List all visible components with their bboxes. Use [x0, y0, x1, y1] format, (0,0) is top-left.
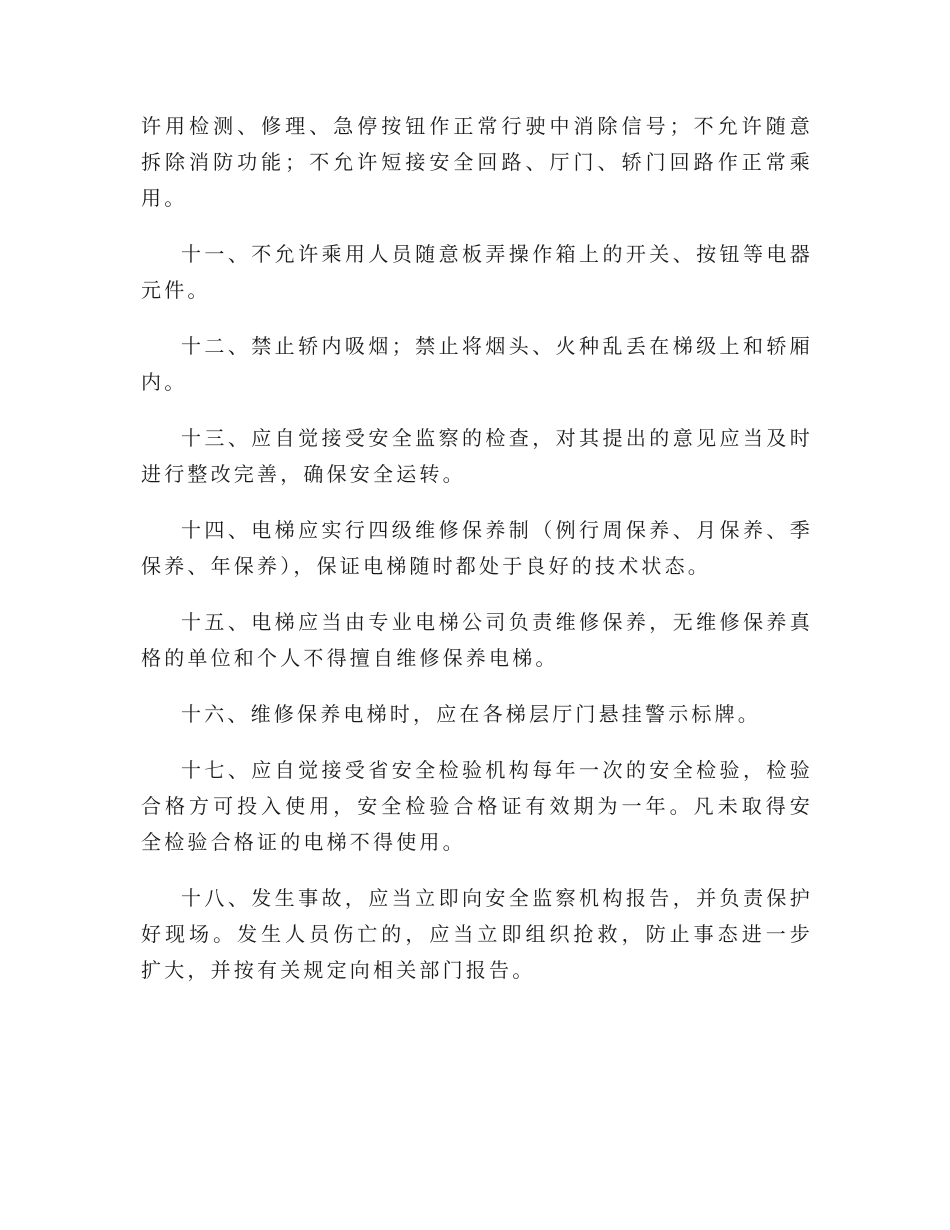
paragraph-item-14: 十四、电梯应实行四级维修保养制（例行周保养、月保养、季保养、年保养），保证电梯随时都处于良好的技术状态。	[141, 518, 813, 578]
paragraph-item-13: 十三、应自觉接受安全监察的检查，对其提出的意见应当及时进行整改完善，确保安全运转。	[141, 426, 813, 486]
paragraph-item-16: 十六、维修保养电梯时，应在各梯层厅门悬挂警示标牌。	[181, 702, 761, 726]
paragraph-item-15: 十五、电梯应当由专业电梯公司负责维修保养，无维修保养真格的单位和个人不得擅自维修保养电梯。	[141, 610, 813, 670]
document-body	[141, 108, 813, 1008]
paragraph-item-17: 十七、应自觉接受省安全检验机构每年一次的安全检验，检验合格方可投入使用，安全检验合格证有效期为一年。凡未取得安全检验合格证的电梯不得使用。	[141, 758, 813, 854]
paragraph-item-18: 十八、发生事故，应当立即向安全监察机构报告，并负责保护好现场。发生人员伤亡的，应当立即组织抢救，防止事态进一步扩大，并按有关规定向相关部门报告。	[141, 886, 813, 982]
paragraph-continued: 许用检测、修理、急停按钮作正常行驶中消除信号；不允许随意拆除消防功能；不允许短接安全回路、厅门、轿门回路作正常乘用。	[141, 114, 813, 210]
paragraph-item-11: 十一、不允许乘用人员随意板弄操作箱上的开关、按钮等电器元件。	[141, 242, 813, 302]
paragraph-item-12: 十二、禁止轿内吸烟；禁止将烟头、火种乱丢在梯级上和轿厢内。	[141, 334, 813, 394]
